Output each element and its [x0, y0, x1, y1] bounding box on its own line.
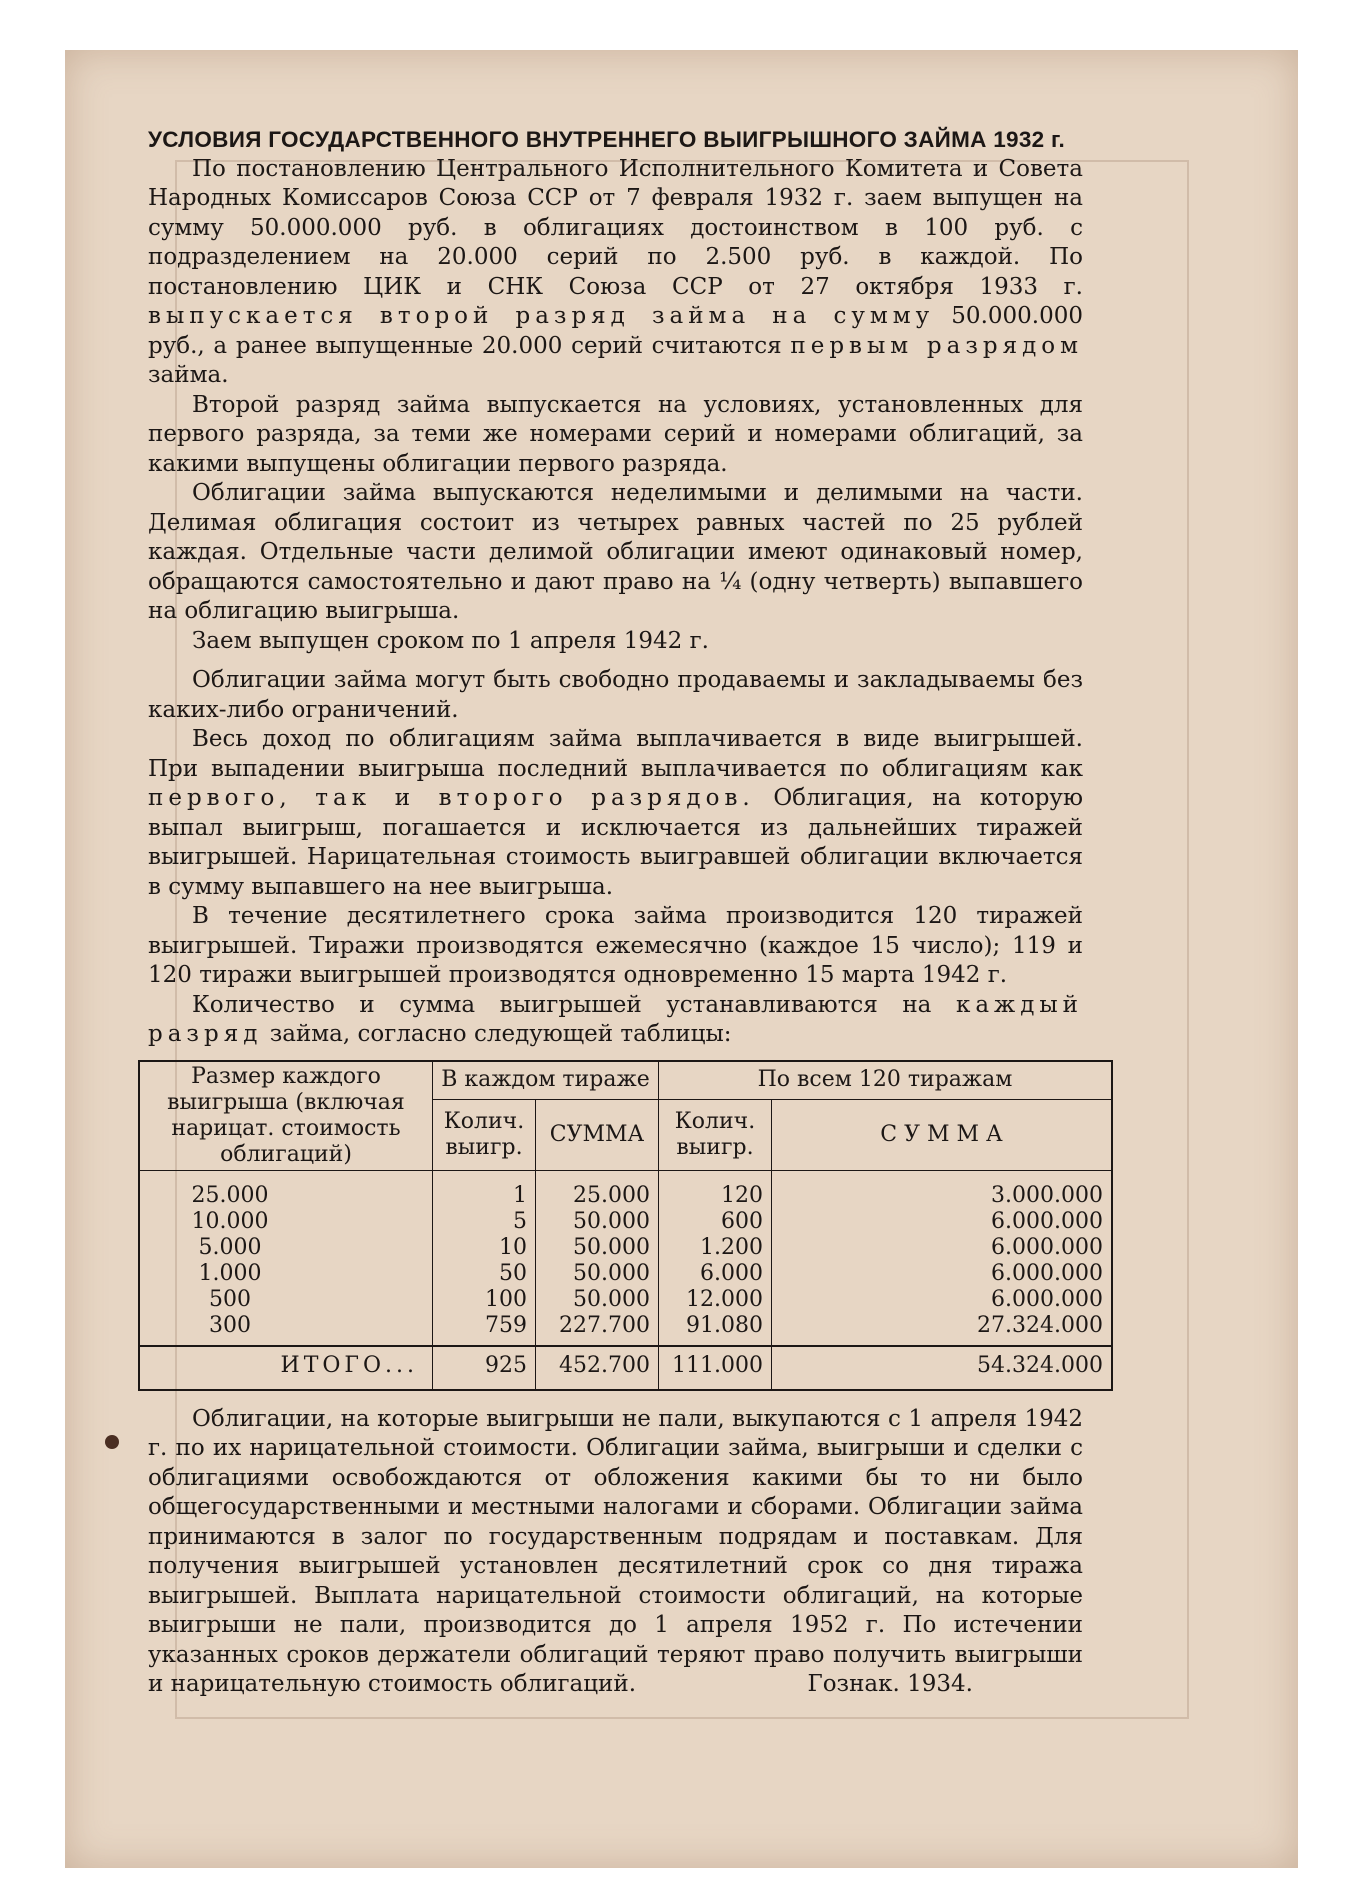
cell: 925 [433, 1346, 536, 1390]
cell: 300 [209, 1312, 251, 1338]
col-header-sum-all: С У М М А [772, 1099, 1113, 1170]
cell: 6.000 [659, 1261, 772, 1287]
cell: 120 [659, 1170, 772, 1209]
cell: 50.000 [536, 1261, 659, 1287]
paragraph-term: Заем выпущен сроком по 1 апреля 1942 г. [192, 627, 709, 654]
cell: 25.000 [191, 1182, 269, 1208]
col-header-size: Размер каждого выигрыша (включая нарицат. стоимость облигаций) [139, 1061, 433, 1171]
cell: 500 [209, 1286, 251, 1312]
cell: 50 [433, 1261, 536, 1287]
cell: 1.200 [659, 1235, 772, 1261]
cell: 6.000.000 [772, 1287, 1113, 1313]
table-row [139, 1170, 1112, 1209]
paragraph-redemption [148, 1405, 1083, 1700]
cell: 27.324.000 [772, 1313, 1113, 1346]
table-row [139, 1313, 1112, 1346]
table-row [139, 1287, 1112, 1313]
cell: 5 [433, 1209, 536, 1235]
p1-spaced-b: первым разрядом [790, 332, 1083, 359]
cell: 600 [659, 1209, 772, 1235]
cell: 91.080 [659, 1313, 772, 1346]
document-title: УСЛОВИЯ ГОСУДАРСТВЕННОГО ВНУТРЕННЕГО ВЫИГРЫШНОГО ЗАЙМА 1932 г. [148, 127, 1066, 152]
punch-hole [105, 1435, 119, 1449]
total-label: ИТОГО... [139, 1346, 433, 1390]
paragraph-table-intro [148, 991, 1083, 1050]
cell: 50.000 [536, 1287, 659, 1313]
cell: 6.000.000 [772, 1235, 1113, 1261]
cell: 111.000 [659, 1346, 772, 1390]
cell: 25.000 [536, 1170, 659, 1209]
col-header-count: Колич. выигр. [433, 1099, 536, 1170]
cell: 10 [433, 1235, 536, 1261]
cell: 100 [433, 1287, 536, 1313]
cell: 6.000.000 [772, 1261, 1113, 1287]
p6-text-b: Облигация, на которую выпал выигрыш, погашается и исключается из дальнейших тиражей выигрышей. Нарицательная стоимость выигравшей облигации включается в сумму выпавшего на нее выигрыша. [148, 785, 1083, 900]
table-row [139, 1209, 1112, 1235]
paragraph-income [148, 725, 1083, 902]
paragraph-draws: В течение десятилетнего срока займа производится 120 тиражей выигрышей. Тиражи производятся ежемесячно (каждое 15 число); 119 и 120 тиражи выигрышей производятся одновременно 15 марта 1942 г. [148, 903, 1083, 988]
table-row [139, 1261, 1112, 1287]
p6-spaced: первого, так и второго разрядов. [148, 785, 755, 811]
p1-spaced-a: выпускается второй разряд займа на сумму [148, 303, 935, 329]
col-header-sum: СУММА [536, 1099, 659, 1170]
table-total-row [139, 1346, 1112, 1390]
p8-spaced: каждый разряд [148, 991, 1084, 1047]
cell: 3.000.000 [772, 1170, 1113, 1209]
table-row [139, 1235, 1112, 1261]
cell: 6.000.000 [772, 1209, 1113, 1235]
cell: 759 [433, 1313, 536, 1346]
printer-mark: Гознак. 1934. [807, 1671, 973, 1697]
p1-text: По постановлению Центрального Исполнительного Комитета и Совета Народных Комиссаров Союза ССР от 7 февраля 1932 г. заем выпущен на сумму 50.000.000 руб. в облигациях достоинством в 100 руб. с подразделением на 20.000 серий по 2.500 руб. в каждой. По постановлению ЦИК и СНК Союза ССР от 27 октября 1933 г. [148, 155, 1083, 300]
col-group-each-draw: В каждом тираже [433, 1061, 659, 1100]
col-header-count-all: Колич. выигр. [659, 1099, 772, 1170]
cell: 5.000 [198, 1234, 262, 1260]
paragraph-issue [148, 155, 1083, 391]
cell: 50.000 [536, 1209, 659, 1235]
cell: 50.000 [536, 1235, 659, 1261]
p6-text-a: Весь доход по облигациям займа выплачивается в виде выигрышей. При выпадении выигрыша последний выплачивается по облигациям как [148, 726, 1083, 782]
p8-text-b: займа, согласно следующей таблицы: [269, 1021, 732, 1047]
cell: 54.324.000 [772, 1346, 1113, 1390]
winnings-table [138, 1060, 1113, 1391]
paragraph-second-category: Второй разряд займа выпускается на условиях, установленных для первого разряда, за теми же номерами серий и номерами облигаций, за какими выпущены облигации первого разряда. [148, 391, 1083, 477]
loan-conditions-text [148, 125, 1103, 1700]
cell: 452.700 [536, 1346, 659, 1390]
final-text: Облигации, на которые выигрыши не пали, выкупаются с 1 апреля 1942 г. по их нарицательной стоимости. Облигации займа, выигрыши и сделки с облигациями освобождаются от обложения какими бы то ни было общегосударственными и местными налогами и сборами. Облигации займа принимаются в залог по государственным подрядам и поставкам. Для получения выигрышей установлен десятилетний срок со дня тиража выигрышей. Выплата нарицательной стоимости облигаций, на которые выигрыши не пали, производится до 1 апреля 1952 г. По истечении указанных сроков держатели облигаций теряют право получить выигрыши и нарицательную стоимость облигаций. [148, 1405, 1083, 1697]
col-group-all-draws: По всем 120 тиражам [659, 1061, 1113, 1100]
cell: 10.000 [191, 1208, 269, 1234]
p8-text-a: Количество и сумма выигрышей устанавливаются на [192, 991, 932, 1018]
p1-text-c: займа. [148, 362, 229, 388]
paragraph-sale: Облигации займа могут быть свободно продаваемы и закладываемы без каких-либо ограничений. [148, 667, 1083, 723]
cell: 227.700 [536, 1313, 659, 1346]
paragraph-divisible: Облигации займа выпускаются неделимыми и делимыми на части. Делимая облигация состоит из четырех равных частей по 25 рублей каждая. Отдельные части делимой облигации имеют одинаковый номер, обращаются самостоятельно и дают право на ¼ (одну четверть) выпавшего на облигацию выигрыша. [148, 480, 1083, 624]
cell: 12.000 [659, 1287, 772, 1313]
cell: 1 [433, 1170, 536, 1209]
cell: 1.000 [198, 1260, 262, 1286]
p1-text-b: 50.000.000 руб., а ранее выпущенные 20.000 серий считаются [148, 303, 1083, 359]
